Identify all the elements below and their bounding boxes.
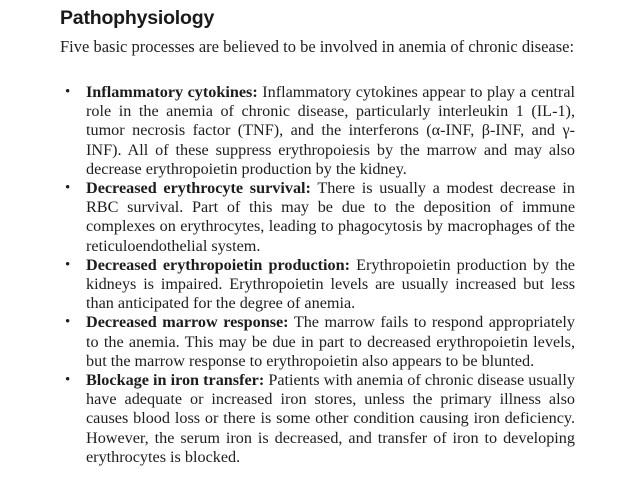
process-list xyxy=(60,83,575,467)
list-item xyxy=(60,83,575,179)
item-text: Erythropoietin production by the kidneys is impaired. Erythropoietin levels are usually increased but less than anticipated for the degree of anemia. xyxy=(86,255,575,313)
item-term: Decreased erythrocyte survival: xyxy=(86,179,311,198)
bullet-icon: • xyxy=(65,372,71,389)
item-text: Inflammatory cytokines appear to play a central role in the anemia of chronic disease, particularly interleukin 1 (IL-1), tumor necrosis factor (TNF), and the interferons (α-INF, β-INF, and γ-INF). All of these suppress erythropoiesis by the marrow and may also decrease erythropoietin production by the kidney. xyxy=(86,83,576,178)
intro-paragraph: Five basic processes are believed to be involved in anemia of chronic disease: xyxy=(60,37,575,56)
item-text: Patients with anemia of chronic disease usually have adequate or increased iron stores, unless the primary illness also causes blood loss or there is some other condition causing iron deficiency. However, the serum iron is decreased, and transfer of iron to developing erythrocytes is blocked. xyxy=(86,371,575,466)
item-text: There is usually a modest decrease in RBC survival. Part of this may be due to the deposition of immune complexes on erythrocytes, leading to phagocytosis by macrophages of the reticuloendothelial system. xyxy=(86,179,575,255)
item-term: Decreased marrow response: xyxy=(86,313,289,332)
bullet-icon: • xyxy=(65,256,71,273)
bullet-icon: • xyxy=(65,180,71,197)
item-term: Decreased erythropoietin production: xyxy=(86,255,351,274)
bullet-icon: • xyxy=(65,314,71,331)
list-item xyxy=(60,179,575,256)
list-item xyxy=(60,371,575,467)
section-heading: Pathophysiology xyxy=(60,7,215,29)
list-item xyxy=(60,256,575,314)
list-item xyxy=(60,313,575,371)
bullet-icon: • xyxy=(65,84,71,100)
item-text: The marrow fails to respond appropriately to the anemia. This may be due in part to decreased erythropoietin levels, but the marrow response to erythropoietin also appears to be blunted. xyxy=(86,313,575,370)
item-term: Blockage in iron transfer: xyxy=(86,371,265,390)
item-term: Inflammatory cytokines: xyxy=(86,83,258,101)
